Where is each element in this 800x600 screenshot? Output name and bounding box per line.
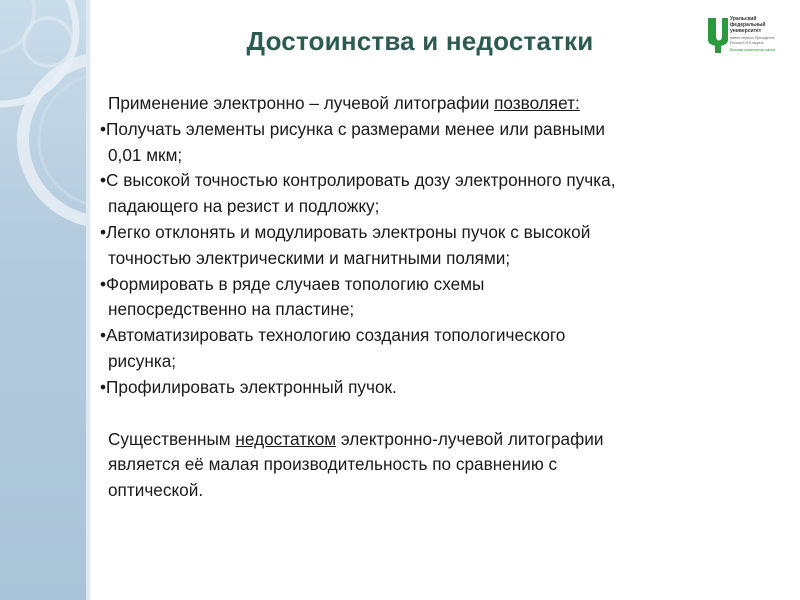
sidebar-edge: [86, 0, 90, 600]
conclusion-line-1: Существенным недостатком электронно-лучевой литографии: [108, 428, 604, 449]
bullet-text: Формировать в ряде случаев топологию схемы: [106, 273, 485, 294]
bullet-item-first-line: [100, 375, 790, 401]
bullet-item-continuation: [100, 194, 790, 220]
bullet-icon: •: [100, 118, 107, 139]
logo-subtitle: имени первого Президента России Б.Н.Ельцина: [730, 36, 775, 45]
bullet-icon: •: [100, 170, 107, 191]
bullet-text: Автоматизировать технологию создания топологического: [106, 325, 566, 346]
bullet-item: [100, 168, 790, 220]
conclusion-underlined: недостатком: [235, 428, 337, 449]
bullet-item-first-line: [100, 220, 790, 246]
bullet-text: Профилировать электронный пучок.: [106, 376, 397, 397]
conclusion-line-2: является её малая производительность по сравнению с: [108, 454, 558, 475]
bullet-item: [100, 220, 790, 272]
bullet-icon: •: [100, 273, 107, 294]
bullet-item-first-line: [100, 117, 790, 143]
bullet-list: [100, 117, 790, 401]
university-logo: [706, 14, 786, 58]
slide-title: Достоинства и недостатки: [246, 26, 594, 56]
logo-tagline: Высшая инженерная школа: [730, 48, 776, 52]
bullet-text: С высокой точностью контролировать дозу электронного пучка,: [106, 170, 616, 191]
bullet-item-first-line: [100, 323, 790, 349]
bullet-item: [100, 117, 790, 169]
bullet-item: [100, 375, 790, 401]
bullet-text: непосредственно на пластине;: [108, 299, 355, 320]
logo-text: Уральский федеральный университет: [730, 16, 766, 34]
bullet-item-first-line: [100, 168, 790, 194]
bullet-item-continuation: [100, 349, 790, 375]
bullet-item-continuation: [100, 143, 790, 169]
bullet-text: рисунка;: [108, 350, 177, 371]
bullet-item-first-line: [100, 272, 790, 298]
bullet-text: Легко отклонять и модулировать электроны пучок с высокой: [106, 221, 591, 242]
slide-body: [100, 91, 790, 504]
bullet-icon: •: [100, 221, 107, 242]
intro-line: Применение электронно – лучевой литографии позволяет:: [108, 93, 580, 113]
decorative-rings: [0, 0, 90, 600]
bullet-item: [100, 323, 790, 375]
conclusion-line-3: оптической.: [108, 480, 204, 501]
bullet-text: падающего на резист и подложку;: [108, 196, 380, 217]
bullet-icon: •: [100, 376, 107, 397]
bullet-item-continuation: [100, 246, 790, 272]
bullet-text: точностью электрическими и магнитными полями;: [108, 247, 511, 268]
bullet-text: 0,01 мкм;: [108, 144, 183, 165]
urfu-logo-icon: [706, 14, 732, 54]
bullet-icon: •: [100, 325, 107, 346]
bullet-text: Получать элементы рисунка с размерами менее или равными: [106, 118, 605, 139]
intro-underlined: позволяет:: [494, 93, 580, 113]
bullet-item-continuation: [100, 297, 790, 323]
decorative-sidebar: [0, 0, 90, 600]
bullet-item: [100, 272, 790, 324]
